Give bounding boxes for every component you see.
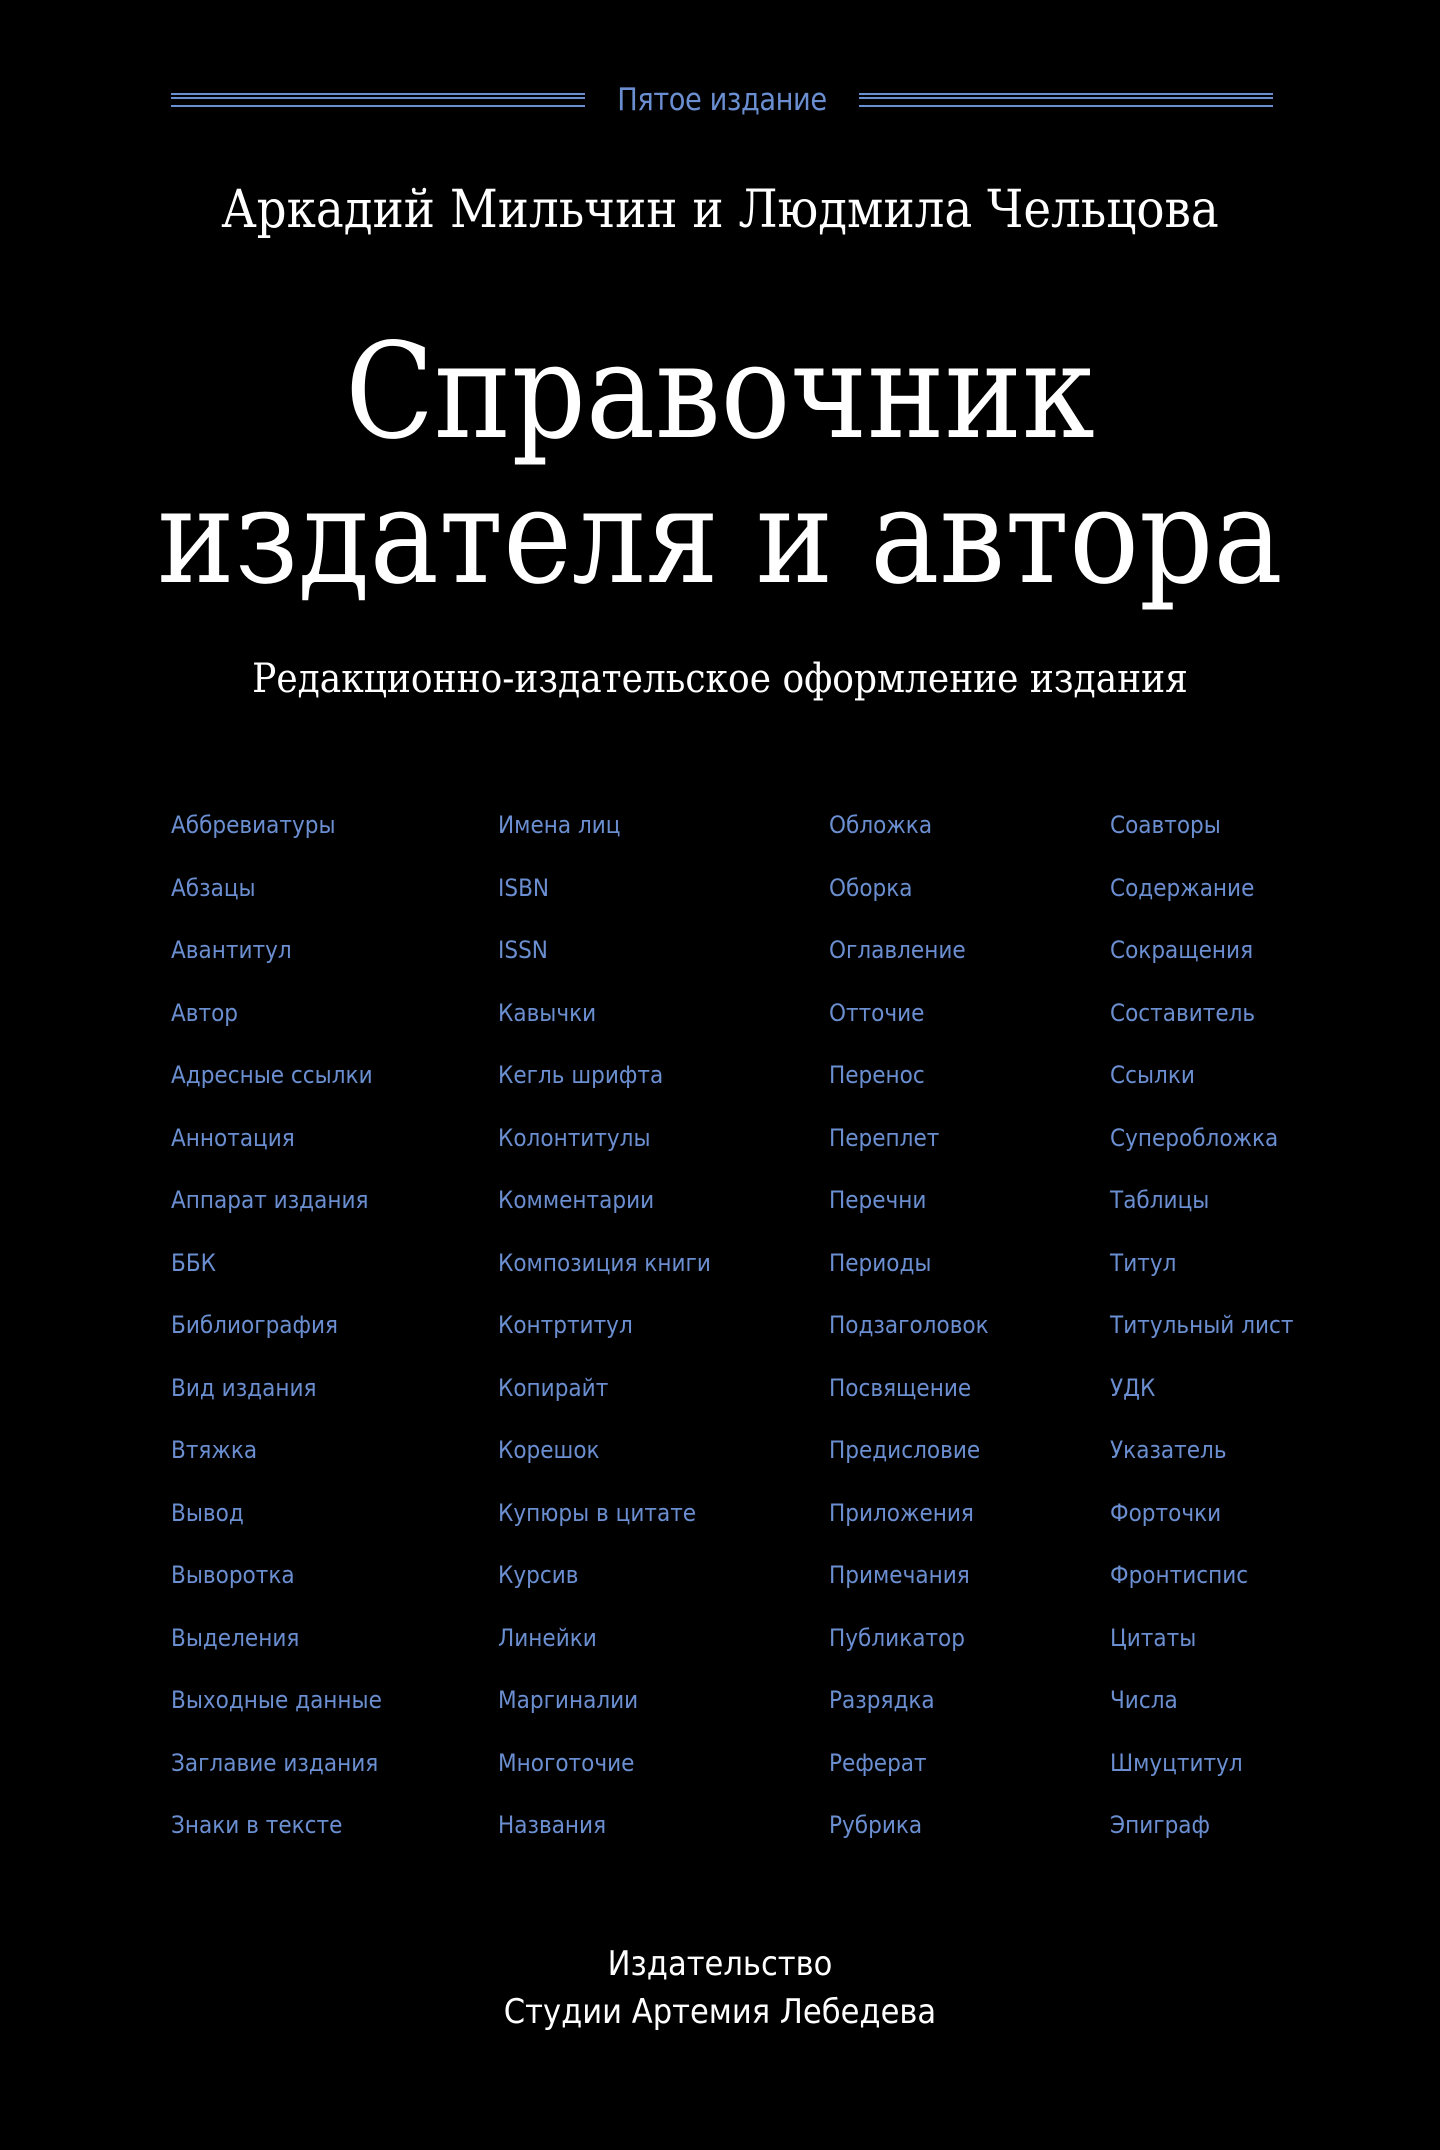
authors: Аркадий Мильчин и Людмила Чельцова (221, 180, 1219, 240)
topic-item: Выходные данные (171, 1686, 382, 1714)
topic-item: Таблицы (1110, 1186, 1210, 1214)
topic-item: Отточие (829, 998, 925, 1027)
topic-column-3 (829, 808, 1006, 1871)
topic-item: ISBN (498, 873, 550, 902)
subtitle: Редакционно-издательское оформление издания (252, 656, 1188, 702)
topic-item: Оборка (829, 873, 913, 902)
topic-item: Фронтиспис (1110, 1561, 1249, 1589)
topic-item: Колонтитулы (498, 1123, 651, 1152)
topic-item: Кавычки (498, 998, 597, 1027)
topic-item: Шмуцтитул (1110, 1748, 1243, 1777)
topic-item: Разрядка (829, 1686, 935, 1714)
topic-item: Аппарат издания (171, 1186, 369, 1214)
topic-item: УДК (1110, 1373, 1156, 1402)
topic-item: Копирайт (498, 1373, 609, 1402)
topic-item: Периоды (829, 1248, 932, 1277)
topic-item: Композиция книги (498, 1248, 711, 1277)
topic-item: Перенос (829, 1061, 925, 1089)
topic-item: Предисловие (829, 1436, 981, 1464)
topic-item: Ссылки (1110, 1061, 1195, 1089)
title-line-2: издателя и автора (157, 460, 1283, 614)
topic-item: Содержание (1110, 873, 1255, 902)
topic-item: Переплет (829, 1123, 940, 1152)
topic-item: Кегль шрифта (498, 1061, 664, 1089)
topic-item: Суперобложка (1110, 1123, 1279, 1152)
topic-item: Аббревиатуры (171, 811, 336, 839)
topic-item: Сокращения (1110, 936, 1254, 964)
topic-item: Втяжка (171, 1436, 258, 1464)
topic-item: Посвящение (829, 1373, 972, 1402)
topic-item: ISSN (498, 936, 548, 964)
topic-item: Аннотация (171, 1123, 295, 1152)
topic-item: Оглавление (829, 936, 966, 964)
topic-item: Выворотка (171, 1561, 295, 1589)
topic-column-4 (1110, 808, 1314, 1871)
topic-item: Заглавие издания (171, 1748, 379, 1777)
topic-item: ББК (171, 1248, 216, 1277)
topic-item: Реферат (829, 1748, 927, 1777)
topic-item: Авантитул (171, 936, 292, 964)
topic-column-2 (498, 808, 735, 1871)
edition-label: Пятое издание (617, 82, 827, 118)
topic-item: Публикатор (829, 1623, 965, 1652)
topic-item: Названия (498, 1811, 607, 1839)
topic-item: Комментарии (498, 1186, 655, 1214)
decorative-rule-left (171, 93, 585, 107)
edition-banner (171, 78, 1273, 122)
topic-item: Форточки (1110, 1498, 1222, 1527)
topic-column-1 (171, 808, 405, 1871)
decorative-rule-right (859, 93, 1273, 107)
topic-item: Соавторы (1110, 811, 1221, 839)
topic-item: Перечни (829, 1186, 927, 1214)
topic-item: Указатель (1110, 1436, 1227, 1464)
topic-item: Титул (1110, 1248, 1177, 1277)
topic-item: Приложения (829, 1498, 974, 1527)
topic-item: Корешок (498, 1436, 600, 1464)
topic-item: Эпиграф (1110, 1811, 1211, 1839)
topic-item: Вид издания (171, 1373, 317, 1402)
topic-item: Курсив (498, 1561, 579, 1589)
topic-item: Абзацы (171, 873, 256, 902)
topic-item: Маргиналии (498, 1686, 639, 1714)
topic-item: Рубрика (829, 1811, 923, 1839)
topic-item: Цитаты (1110, 1623, 1197, 1652)
publisher-line-1: Издательство (607, 1944, 833, 1984)
topic-item: Примечания (829, 1561, 970, 1589)
book-title (86, 315, 1353, 614)
topic-item: Выделения (171, 1623, 300, 1652)
topic-item: Многоточие (498, 1748, 635, 1777)
topic-item: Адресные ссылки (171, 1061, 373, 1089)
title-line-1: Справочник (345, 315, 1095, 469)
topic-item: Линейки (498, 1623, 597, 1652)
topic-item: Обложка (829, 811, 933, 839)
topic-item: Автор (171, 998, 239, 1027)
topic-item: Составитель (1110, 998, 1256, 1027)
topic-item: Числа (1110, 1686, 1178, 1714)
topic-item: Имена лиц (498, 811, 621, 839)
topic-item: Купюры в цитате (498, 1498, 697, 1527)
topic-item: Библиография (171, 1311, 339, 1339)
publisher-line-2: Студии Артемия Лебедева (503, 1992, 937, 2032)
topic-item: Титульный лист (1110, 1311, 1294, 1339)
publisher (72, 1940, 1368, 2036)
topic-item: Вывод (171, 1498, 244, 1527)
topic-item: Знаки в тексте (171, 1811, 343, 1839)
topic-item: Контртитул (498, 1311, 633, 1339)
topic-item: Подзаголовок (829, 1311, 989, 1339)
